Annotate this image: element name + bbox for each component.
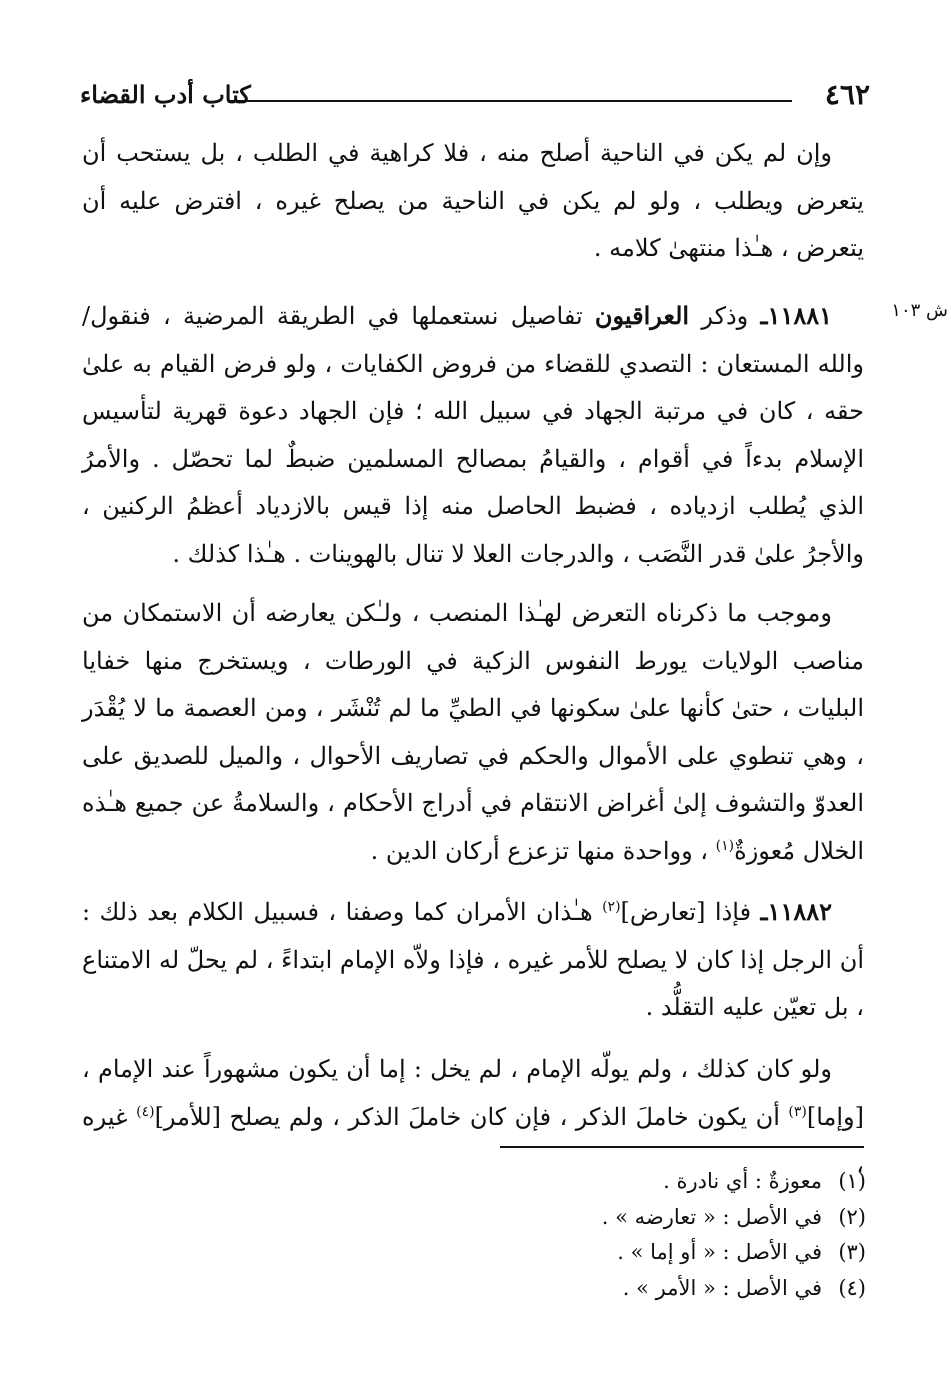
footnote-ref: (٣) <box>788 1103 807 1120</box>
running-header <box>80 78 870 118</box>
paragraph-text: تفاصيل نستعملها في الطريقة المرضية ، فنقول/ والله المستعان : التصدي للقضاء من فروض الكفايات ، ولو فرض القيام به علىٰ حقه ، كان في مرتبة الجهاد في سبيل الله ؛ فإن الجهاد دعوة قهرية لتأسيس الإسلام بدءاً في أقوام ، والقيامُ بمصالح المسلمين ضبطٌ لما تحصّل . والأمرُ الذي يُطلب ازدياده ، فضبط الحاصل منه إذا قيس بالازدياد أعظمُ الركنين ، والأجرُ علىٰ قدر النَّصَب ، والدرجات العلا لا تنال بالهوينات . هـٰذا كذلك . <box>82 302 865 568</box>
paragraph-text: هـٰذان الأمران كما وصفنا ، فسبيل الكلام بعد ذلك : أن الرجل إذا كان لا يصلح للأمر غيره ، فإذا ولاّه الإمام ابتداءً ، لم يحلّ له الامتناع ، بل تعيّن عليه التقلُّد . <box>82 898 864 1021</box>
footnote-text: في الأصل : « الأمر » . <box>622 1275 822 1300</box>
footnote-item <box>380 1164 866 1200</box>
paragraph-text: وذكر <box>689 302 761 330</box>
paragraph-text: ولو كان كذلك ، ولم يولّه الإمام ، لم يخل : إما أن يكون مشهوراً عند الإمام ، [وإما] <box>82 1055 864 1131</box>
footnote-text: في الأصل : « تعارضه » . <box>601 1204 822 1229</box>
footnote-number: (٤) <box>838 1275 866 1300</box>
paragraph-text: وإن لم يكن في الناحية أصلح منه ، فلا كراهية في الطلب ، بل يستحب أن يتعرض ويطلب ، ولو لم يكن في الناحية من يصلح غيره ، افترض عليه أن يتعرض ، هـٰذا منتهىٰ كلامه . <box>82 139 864 262</box>
footnote-text: معوزةٌ : أي نادرة . <box>663 1169 822 1193</box>
footnote-item <box>380 1235 866 1271</box>
paragraph-continuation <box>82 130 864 273</box>
header-rule <box>230 100 792 102</box>
footnote-ref: (٤) <box>136 1103 155 1120</box>
paragraph-1881 <box>82 292 864 578</box>
paragraph-text: فإذا [تعارض] <box>620 898 761 926</box>
margin-note: ش ١٠٣ <box>891 300 948 321</box>
footnote-divider <box>500 1146 864 1148</box>
page-number: ٤٦٢ <box>824 78 870 111</box>
paragraph-1882 <box>82 888 864 1032</box>
footnote-ref: (١) <box>715 837 735 854</box>
footnotes <box>380 1164 866 1306</box>
paragraph-text: غيره ، <box>82 1102 864 1178</box>
footnote-item <box>380 1200 866 1236</box>
footnote-number: (٢) <box>838 1204 866 1229</box>
paragraph-number: ١١٨٨١ـ <box>760 301 832 330</box>
footnote-number: (٣) <box>838 1240 866 1264</box>
paragraph-text: ، وواحدة منها تزعزع أركان الدين . <box>370 836 716 865</box>
footnote-number: (١) <box>838 1169 866 1193</box>
footnote-item <box>380 1271 866 1307</box>
book-title: كتاب أدب القضاء <box>80 80 251 109</box>
paragraph-text: وموجب ما ذكرناه التعرض لهـٰذا المنصب ، ولـٰكن يعارضه أن الاستمكان من مناصب الولايات يورط النفوس الزكية في الورطات ، ويستخرج منها خفايا البليات ، حتىٰ كأنها علىٰ سكونها في الطيِّ ما لم تُنْشَر ، ومن العصمة ما لا يُقْدَر ، وهي تنطوي على الأموال والحكم في تصاريف الأحوال ، والميل للصديق على العدوّ والتشوف إلىٰ أغراض الانتقام في أدراج الأحكام ، والسلامةُ عن جميع هـٰذه الخلال مُعوزةٌ <box>82 599 865 865</box>
emphasized-term: العراقيون <box>594 301 690 330</box>
paragraph-number: ١١٨٨٢ـ <box>760 897 832 926</box>
footnote-text: في الأصل : « أو إما » . <box>617 1240 822 1264</box>
footnote-ref: (٢) <box>602 899 621 915</box>
paragraph-continuation-2 <box>82 590 864 875</box>
paragraph-text: أن يكون خاملَ الذكر ، فإن كان خاملَ الذكر ، ولم يصلح [للأمر] <box>154 1102 789 1131</box>
